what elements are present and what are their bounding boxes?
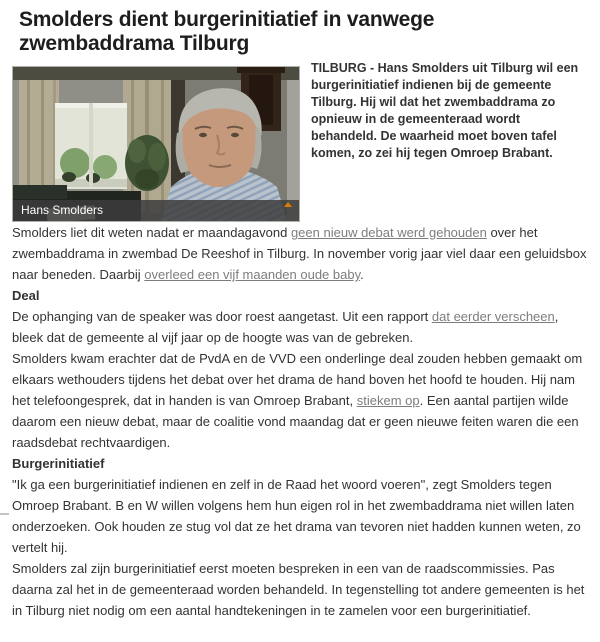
section-heading-burgerinitiatief: Burgerinitiatief <box>12 456 105 471</box>
link-overleed-baby[interactable]: overleed een vijf maanden oude baby <box>144 267 361 282</box>
paragraph-2-text-1: De ophanging van de speaker was door roest aangetast. Uit een rapport <box>12 309 432 324</box>
paragraph-1-text-2: over het zwembaddrama in zwembad De Reeshof in Tilburg. In november vorig jaar viel daar een geluidsbox naar beneden. Daarbij <box>12 225 587 282</box>
photo-caption-bar <box>13 200 299 221</box>
paragraph-4: "Ik ga een burgerinitiatief indienen en zelf in de Raad het woord voeren", zegt Smolders tegen Omroep Brabant. B en W willen volgens hem hun eigen rol in het zwembaddrama niet willen laten onderzoeken. Ook houden ze stug vol dat ze het drama van tevoren niet hadden kunnen weten, zo vertelt hij. <box>12 477 581 555</box>
paragraph-5: Smolders zal zijn burgerinitiatief eerst moeten bespreken in een van de raadscommissies. Pas daarna zal het in de gemeenteraad worden behandeld. In tegenstelling tot andere gemeenten is het in Tilburg niet nodig om een aantal handtekeningen in te zamelen voor een burgerinitiatief. <box>12 561 585 618</box>
left-edge-artifact <box>0 513 9 515</box>
article-lead: TILBURG - Hans Smolders uit Tilburg wil een burgerinitiatief indienen bij de gemeente Tilburg. Hij wil dat het zwembaddrama zo opnieuw in de gemeenteraad wordt behandeld. De waarheid moet boven tafel komen, zo zei hij tegen Omroep Brabant. <box>311 61 579 160</box>
article-title: Smolders dient burgerinitiatief in vanwege zwembaddrama Tilburg <box>19 8 435 55</box>
photo-caption: Hans Smolders <box>21 203 104 217</box>
link-rapport-eerder-verschenen[interactable]: dat eerder verscheen <box>431 309 555 324</box>
article-top-row <box>12 61 587 222</box>
paragraph-3-text-1: Smolders kwam erachter dat de PvdA en de VVD een onderlinge deal zouden hebben gemaakt om elkaars wethouders tijdens het debat over het drama de hand boven het hoofd te houden. Hij nam het telefoongesprek, dat in handen is van Omroep Brabant, <box>12 351 583 408</box>
link-geen-nieuw-debat[interactable]: geen nieuw debat werd gehouden <box>290 225 487 240</box>
link-stiekem-op[interactable]: stiekem op <box>356 393 420 408</box>
paragraph-2-text-2: , bleek dat de gemeente al vijf jaar op de hoogte was van de gebreken. <box>12 309 559 345</box>
expand-arrow-icon <box>284 202 292 207</box>
photo-image <box>13 67 299 221</box>
section-heading-deal: Deal <box>12 288 40 303</box>
paragraph-1 <box>12 222 587 285</box>
article-photo <box>12 66 300 222</box>
paragraph-3 <box>12 348 587 453</box>
paragraph-1-text-1: Smolders liet dit weten nadat er maandagavond <box>12 225 291 240</box>
paragraph-1-text-3: . <box>360 267 364 282</box>
paragraph-3-text-2: . Een aantal partijen wilde daarom een nieuw debat, maar de coalitie vond maandag dat er geen nieuwe feiten waren die een raadsdebat rechtvaardigen. <box>12 393 579 450</box>
paragraph-2 <box>12 306 587 348</box>
